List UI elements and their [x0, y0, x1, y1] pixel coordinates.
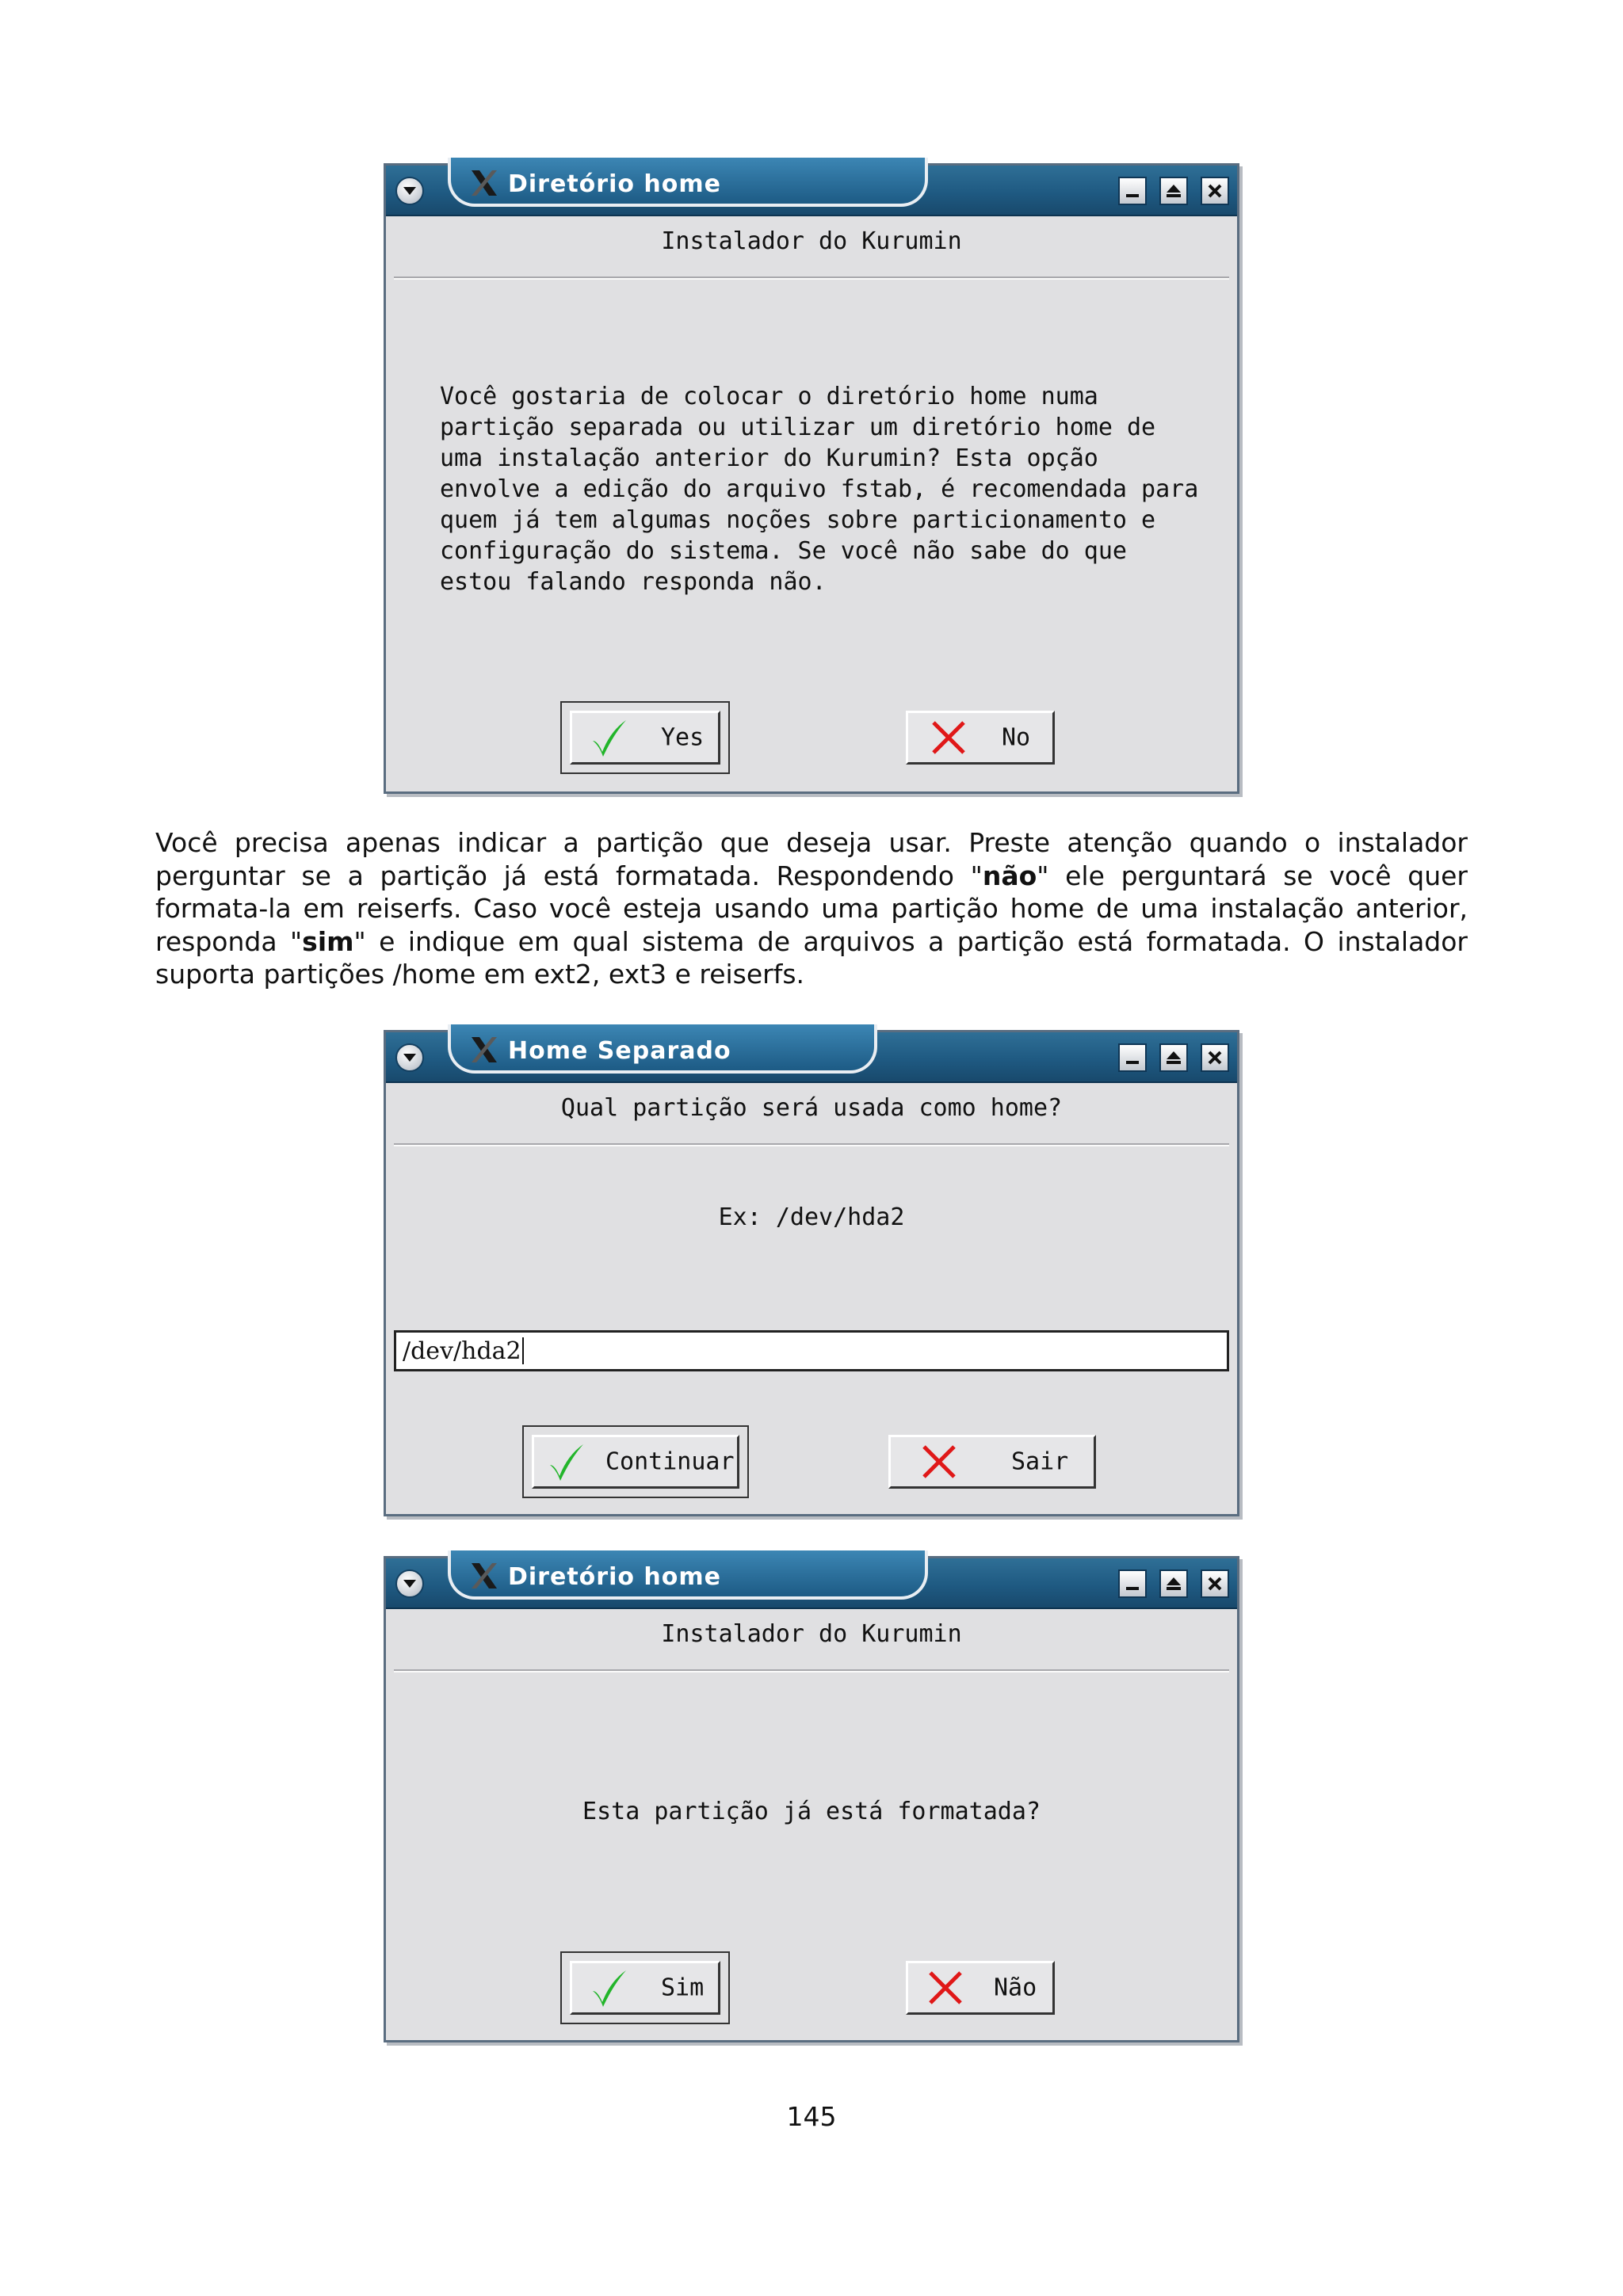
- maximize-button[interactable]: [1159, 1569, 1188, 1598]
- cross-icon: [927, 1970, 964, 2006]
- check-icon: [547, 1441, 586, 1482]
- no-button[interactable]: [906, 711, 1055, 765]
- window-title: Home Separado: [508, 1036, 731, 1065]
- close-button[interactable]: [1201, 177, 1229, 205]
- title-pill: [448, 1550, 928, 1600]
- yes-label: Sim: [661, 1974, 705, 2002]
- no-button[interactable]: [906, 1961, 1055, 2015]
- dialog-home-separado: [384, 1030, 1239, 1516]
- chevron-down-icon: [402, 1578, 418, 1589]
- minimize-button[interactable]: [1118, 177, 1147, 205]
- no-label: No: [1002, 723, 1031, 752]
- yes-button[interactable]: [570, 1961, 720, 2015]
- x-logo-icon: [468, 167, 500, 199]
- minimize-icon: [1125, 1050, 1140, 1066]
- chevron-down-icon: [402, 1052, 418, 1063]
- minimize-icon: [1125, 183, 1140, 199]
- minimize-button[interactable]: [1118, 1569, 1147, 1598]
- check-icon: [590, 717, 629, 758]
- continue-button[interactable]: [532, 1435, 739, 1489]
- separator: [394, 1143, 1229, 1146]
- continue-label: Continuar: [605, 1447, 735, 1476]
- dialog-header: Qual partição será usada como home?: [560, 1094, 1063, 1122]
- paragraph-text: Você precisa apenas indicar a partição que deseja usar. Preste atenção quando o instalador perguntar se a partição já está formatada. Respondendo ": [155, 827, 1468, 891]
- dialog-message: Você gostaria de colocar o diretório home numa partição separada ou utilizar um diretório home de uma instalação anterior do Kurumin? Esta opção envolve a edição do arquivo fstab, é recomendada para quem já tem algumas noções sobre particionamento e configuração do sistema. Se você não sabe do que estou falando responda não.: [440, 383, 1199, 596]
- title-pill: [448, 1024, 877, 1074]
- yes-label: Yes: [661, 723, 705, 752]
- close-icon: [1207, 1576, 1223, 1592]
- partition-input[interactable]: [394, 1330, 1229, 1371]
- dialog-header: Instalador do Kurumin: [661, 227, 962, 255]
- x-logo-icon: [468, 1560, 500, 1592]
- separator: [394, 1669, 1229, 1672]
- paragraph-text: " ele perguntará se você quer formata-la em reiserfs. Caso você esteja usando uma partição home de uma instalação anterior, responda ": [155, 860, 1468, 957]
- maximize-button[interactable]: [1159, 177, 1188, 205]
- exit-button[interactable]: [888, 1435, 1096, 1489]
- partition-input-value: /dev/hda2: [403, 1337, 521, 1365]
- chevron-down-icon: [402, 185, 418, 196]
- title-bar[interactable]: [386, 1032, 1237, 1083]
- separator: [394, 277, 1229, 280]
- paragraph-text: " e indique em qual sistema de arquivos a partição está formatada. O instalador suporta partições /home em ext2, ext3 e reiserfs.: [155, 925, 1468, 990]
- window-menu-button[interactable]: [395, 1043, 424, 1072]
- window-menu-button[interactable]: [395, 1569, 424, 1598]
- eject-icon: [1165, 1576, 1182, 1592]
- bold-sim: sim: [302, 925, 354, 957]
- title-bar[interactable]: [386, 166, 1237, 216]
- dialog-header: Instalador do Kurumin: [661, 1620, 962, 1648]
- window-title: Diretório home: [508, 1562, 721, 1591]
- yes-button[interactable]: [570, 711, 720, 765]
- cross-icon: [930, 719, 967, 756]
- eject-icon: [1165, 183, 1182, 199]
- minimize-icon: [1125, 1576, 1140, 1592]
- dialog-diretorio-home: [384, 163, 1239, 794]
- exit-label: Sair: [1011, 1447, 1069, 1476]
- cross-icon: [921, 1444, 957, 1480]
- close-button[interactable]: [1201, 1569, 1229, 1598]
- close-icon: [1207, 183, 1223, 199]
- example-text: Ex: /dev/hda2: [718, 1203, 905, 1231]
- question-text: Esta partição já está formatada?: [582, 1798, 1041, 1825]
- dialog-diretorio-home-format: [384, 1556, 1239, 2042]
- minimize-button[interactable]: [1118, 1043, 1147, 1072]
- check-icon: [590, 1967, 629, 2008]
- title-pill: [448, 158, 928, 207]
- no-label: Não: [994, 1974, 1037, 2002]
- close-button[interactable]: [1201, 1043, 1229, 1072]
- close-icon: [1207, 1050, 1223, 1066]
- text-caret: [522, 1337, 524, 1364]
- page-number: 145: [786, 2101, 837, 2132]
- body-paragraph: [155, 826, 1468, 991]
- window-title: Diretório home: [508, 170, 721, 198]
- title-bar[interactable]: [386, 1558, 1237, 1609]
- eject-icon: [1165, 1050, 1182, 1066]
- maximize-button[interactable]: [1159, 1043, 1188, 1072]
- window-menu-button[interactable]: [395, 177, 424, 205]
- bold-nao: não: [982, 860, 1037, 891]
- x-logo-icon: [468, 1034, 500, 1066]
